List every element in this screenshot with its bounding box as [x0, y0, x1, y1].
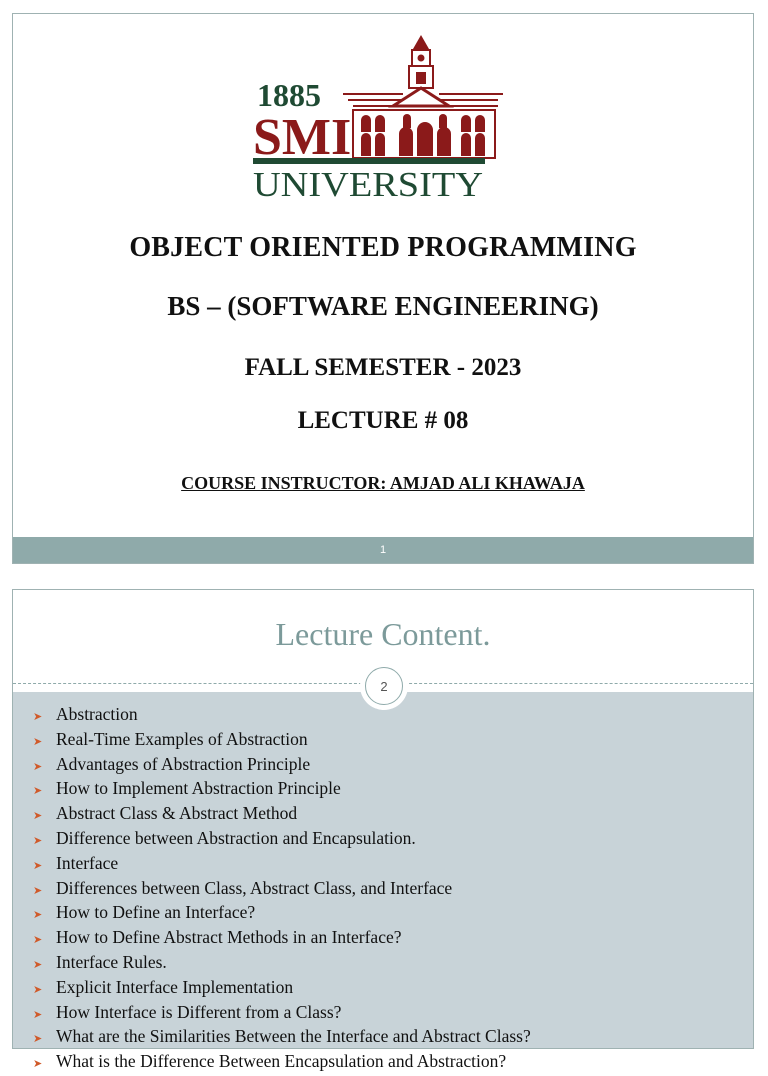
list-item: [33, 853, 743, 878]
logo-name: SMI: [253, 109, 352, 166]
list-item-text: Interface Rules.: [56, 951, 167, 972]
list-item: [33, 1026, 743, 1051]
list-item: [33, 927, 743, 952]
arrow-bullet-icon: ➤: [33, 909, 43, 922]
smi-university-logo: [253, 36, 503, 204]
arrow-bullet-icon: ➤: [33, 859, 43, 872]
list-item-text: Difference between Abstraction and Encapsulation.: [56, 827, 416, 848]
arrow-bullet-icon: ➤: [33, 1033, 43, 1046]
course-title: OBJECT ORIENTED PROGRAMMING: [129, 232, 637, 263]
list-item-text: Explicit Interface Implementation: [56, 976, 294, 997]
list-item: [33, 778, 743, 803]
course-instructor: COURSE INSTRUCTOR: AMJAD ALI KHAWAJA: [181, 473, 585, 493]
list-item-text: Abstraction: [56, 704, 138, 724]
logo-year: 1885: [257, 77, 321, 113]
slide-1: [12, 13, 754, 564]
list-item-text: Real-Time Examples of Abstraction: [56, 728, 308, 749]
list-item: [33, 828, 743, 853]
list-item: [33, 803, 743, 828]
semester: FALL SEMESTER - 2023: [244, 354, 522, 381]
slide-footer: [13, 537, 753, 563]
arrow-bullet-icon: ➤: [33, 934, 43, 947]
arrow-bullet-icon: ➤: [33, 711, 43, 723]
slide-title: Lecture Content.: [275, 616, 491, 652]
page-number-badge: [360, 662, 408, 710]
arrow-bullet-icon: ➤: [33, 1058, 43, 1071]
list-item: [33, 878, 743, 903]
list-item-text: How to Define Abstract Methods in an Interface?: [56, 927, 402, 948]
list-item: [33, 1051, 743, 1076]
list-item-text: How to Define an Interface?: [56, 902, 256, 923]
arrow-bullet-icon: ➤: [33, 735, 43, 748]
list-item: [33, 977, 743, 1002]
list-item-text: What are the Similarities Between the Interface and Abstract Class?: [56, 1026, 531, 1047]
list-item-text: What is the Difference Between Encapsulation and Abstraction?: [56, 1051, 507, 1072]
arrow-bullet-icon: ➤: [33, 810, 43, 823]
list-item-text: Differences between Class, Abstract Class, and Interface: [56, 877, 453, 898]
page-number: 1: [379, 544, 387, 556]
list-item: [33, 1002, 743, 1027]
logo-subtitle: UNIVERSITY: [253, 165, 483, 204]
arrow-bullet-icon: ➤: [33, 884, 43, 897]
list-item: [33, 754, 743, 779]
list-item-text: Abstract Class & Abstract Method: [56, 803, 298, 824]
lecture-content-list: [33, 704, 743, 1076]
arrow-bullet-icon: ➤: [33, 834, 43, 847]
list-item: [33, 952, 743, 977]
list-item-text: How Interface is Different from a Class?: [56, 1001, 342, 1022]
arrow-bullet-icon: ➤: [33, 983, 43, 996]
list-item: [33, 729, 743, 754]
arrow-bullet-icon: ➤: [33, 958, 43, 971]
lecture-number: LECTURE # 08: [297, 407, 469, 434]
page-number-circle: [365, 667, 403, 705]
arrow-bullet-icon: ➤: [33, 1008, 43, 1021]
arrow-bullet-icon: ➤: [33, 760, 43, 773]
list-item-text: Advantages of Abstraction Principle: [56, 753, 311, 774]
list-item: [33, 902, 743, 927]
list-item-text: Interface: [56, 852, 119, 873]
page-number: 2: [380, 678, 388, 694]
arrow-bullet-icon: ➤: [33, 785, 43, 798]
list-item-text: How to Implement Abstraction Principle: [56, 778, 341, 799]
list-item: [33, 704, 743, 729]
slide-2: [12, 589, 754, 1072]
program-name: BS – (SOFTWARE ENGINEERING): [167, 291, 599, 321]
